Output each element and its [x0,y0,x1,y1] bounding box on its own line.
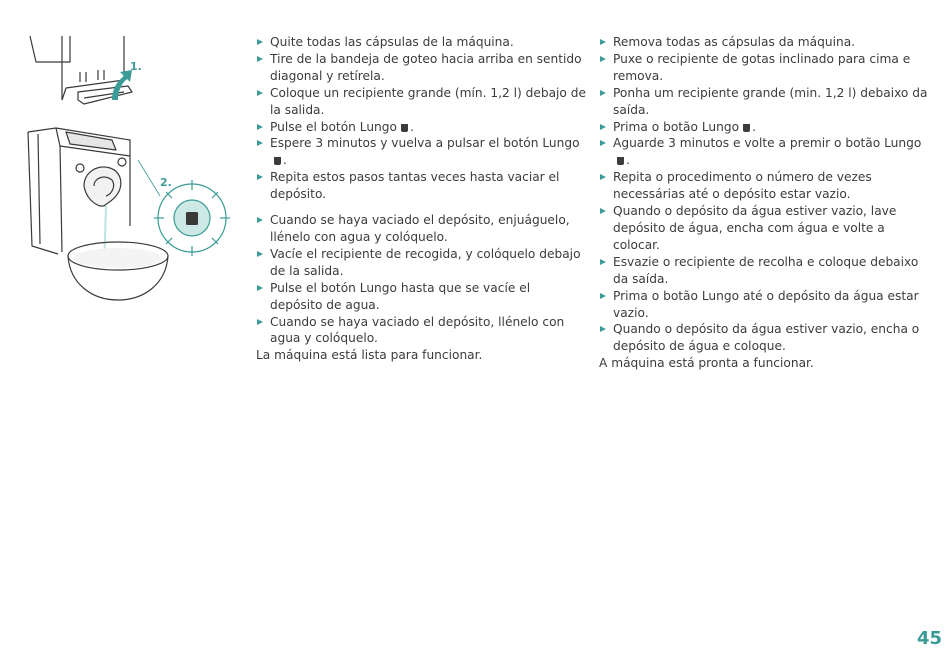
list-item: Quite todas las cápsulas de la máquina. [256,34,586,51]
step1-label: 1. [130,60,142,73]
machine-illustration [0,0,240,310]
list-item: Ponha um recipiente grande (min. 1,2 l) debaixo da saída. [599,85,929,119]
list-item: Repita estos pasos tantas veces hasta vaciar el depósito. [256,169,586,203]
lungo-cup-icon [401,124,408,132]
list-item: Aguarde 3 minutos e volte a premir o botão Lungo. [599,135,929,169]
lungo-cup-icon [743,124,750,132]
list-item: Espere 3 minutos y vuelva a pulsar el botón Lungo. [256,135,586,169]
list-item: Puxe o recipiente de gotas inclinado para cima e remova. [599,51,929,85]
list-item: Esvazie o recipiente de recolha e coloque debaixo da saída. [599,254,929,288]
spanish-instructions [256,34,586,364]
page-number: 45 [916,628,942,649]
final-note: La máquina está lista para funcionar. [256,348,483,363]
list-item: Vacíe el recipiente de recogida, y colóquelo debajo de la salida. [256,246,586,280]
list-item: Prima o botão Lungo até o depósito da água estar vazio. [599,288,929,322]
final-note: A máquina está pronta a funcionar. [599,356,814,371]
list-item: Quando o depósito da água estiver vazio, lave depósito de água, encha com água e volte a colocar. [599,203,929,254]
list-item: Quando o depósito da água estiver vazio, encha o depósito de água e coloque. [599,321,929,355]
list-item: Pulse el botón Lungo . [256,119,586,136]
list-item: Cuando se haya vaciado el depósito, enjuáguelo, llénelo con agua y colóquelo. [256,212,586,246]
list-item: Pulse el botón Lungo hasta que se vacíe el depósito de agua. [256,280,586,314]
list-item: Cuando se haya vaciado el depósito, llénelo con agua y colóquelo. [256,314,586,348]
lungo-cup-icon [274,157,281,165]
list-item: Tire de la bandeja de goteo hacia arriba en sentido diagonal y retírela. [256,51,586,85]
step2-label: 2. [160,176,172,189]
portuguese-instructions [599,34,929,372]
list-item: Repita o procedimento o número de vezes necessárias até o depósito estar vazio. [599,169,929,203]
lungo-cup-icon [617,157,624,165]
list-item: Coloque un recipiente grande (mín. 1,2 l) debajo de la salida. [256,85,586,119]
list-item: Remova todas as cápsulas da máquina. [599,34,929,51]
list-item: Prima o botão Lungo . [599,119,929,136]
